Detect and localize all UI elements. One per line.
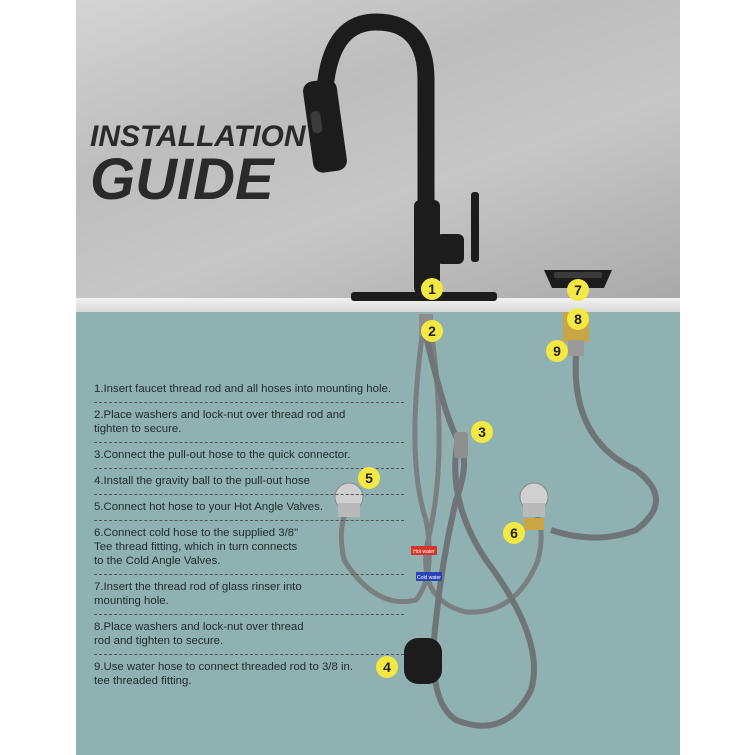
step-9: 9.Use water hose to connect threaded rod to 3/8 in. tee threaded fitting.: [94, 661, 353, 687]
title-guide: GUIDE: [90, 147, 274, 212]
step-1: 1.Insert faucet thread rod and all hoses into mounting hole.: [94, 382, 404, 403]
installation-panel: [76, 0, 680, 755]
faucet-handle-lever: [471, 192, 479, 262]
rinser-water-hose: [551, 356, 656, 538]
step-4: 4.Install the gravity ball to the pull-out hose: [94, 474, 404, 495]
cold-angle-valve: [520, 483, 548, 530]
badge-4: 4: [376, 656, 398, 678]
title-installation: INSTALLATION: [90, 120, 306, 153]
step-6: 6.Connect cold hose to the supplied 3/8" Tee thread fitting, which in turn connects to the Cold Angle Valves.: [94, 526, 404, 575]
faucet-handle-base: [436, 234, 464, 264]
cold-water-tag-label: Cold water: [417, 575, 441, 581]
step-8: 8.Place washers and lock-nut over thread rod and tighten to secure.: [94, 620, 404, 655]
pull-out-sprayer-head: [302, 78, 348, 174]
badge-6: 6: [503, 522, 525, 544]
faucet-spout: [326, 22, 426, 205]
badge-8: 8: [567, 308, 589, 330]
step-2: 2.Place washers and lock-nut over thread rod and tighten to secure.: [94, 408, 404, 443]
badge-3: 3: [471, 421, 493, 443]
badge-9: 9: [546, 340, 568, 362]
badge-1: 1: [421, 278, 443, 300]
step-3: 3.Connect the pull-out hose to the quick connector.: [94, 448, 404, 469]
gravity-ball: [404, 638, 442, 684]
hot-water-tag-label: Hot water: [413, 549, 435, 555]
badge-2: 2: [421, 320, 443, 342]
step-5: 5.Connect hot hose to your Hot Angle Valves.: [94, 500, 404, 521]
quick-connector: [454, 432, 468, 458]
badge-7: 7: [567, 279, 589, 301]
instruction-steps: [94, 382, 404, 699]
badge-5: 5: [358, 467, 380, 489]
step-7: 7.Insert the thread rod of glass rinser into mounting hole.: [94, 580, 404, 615]
